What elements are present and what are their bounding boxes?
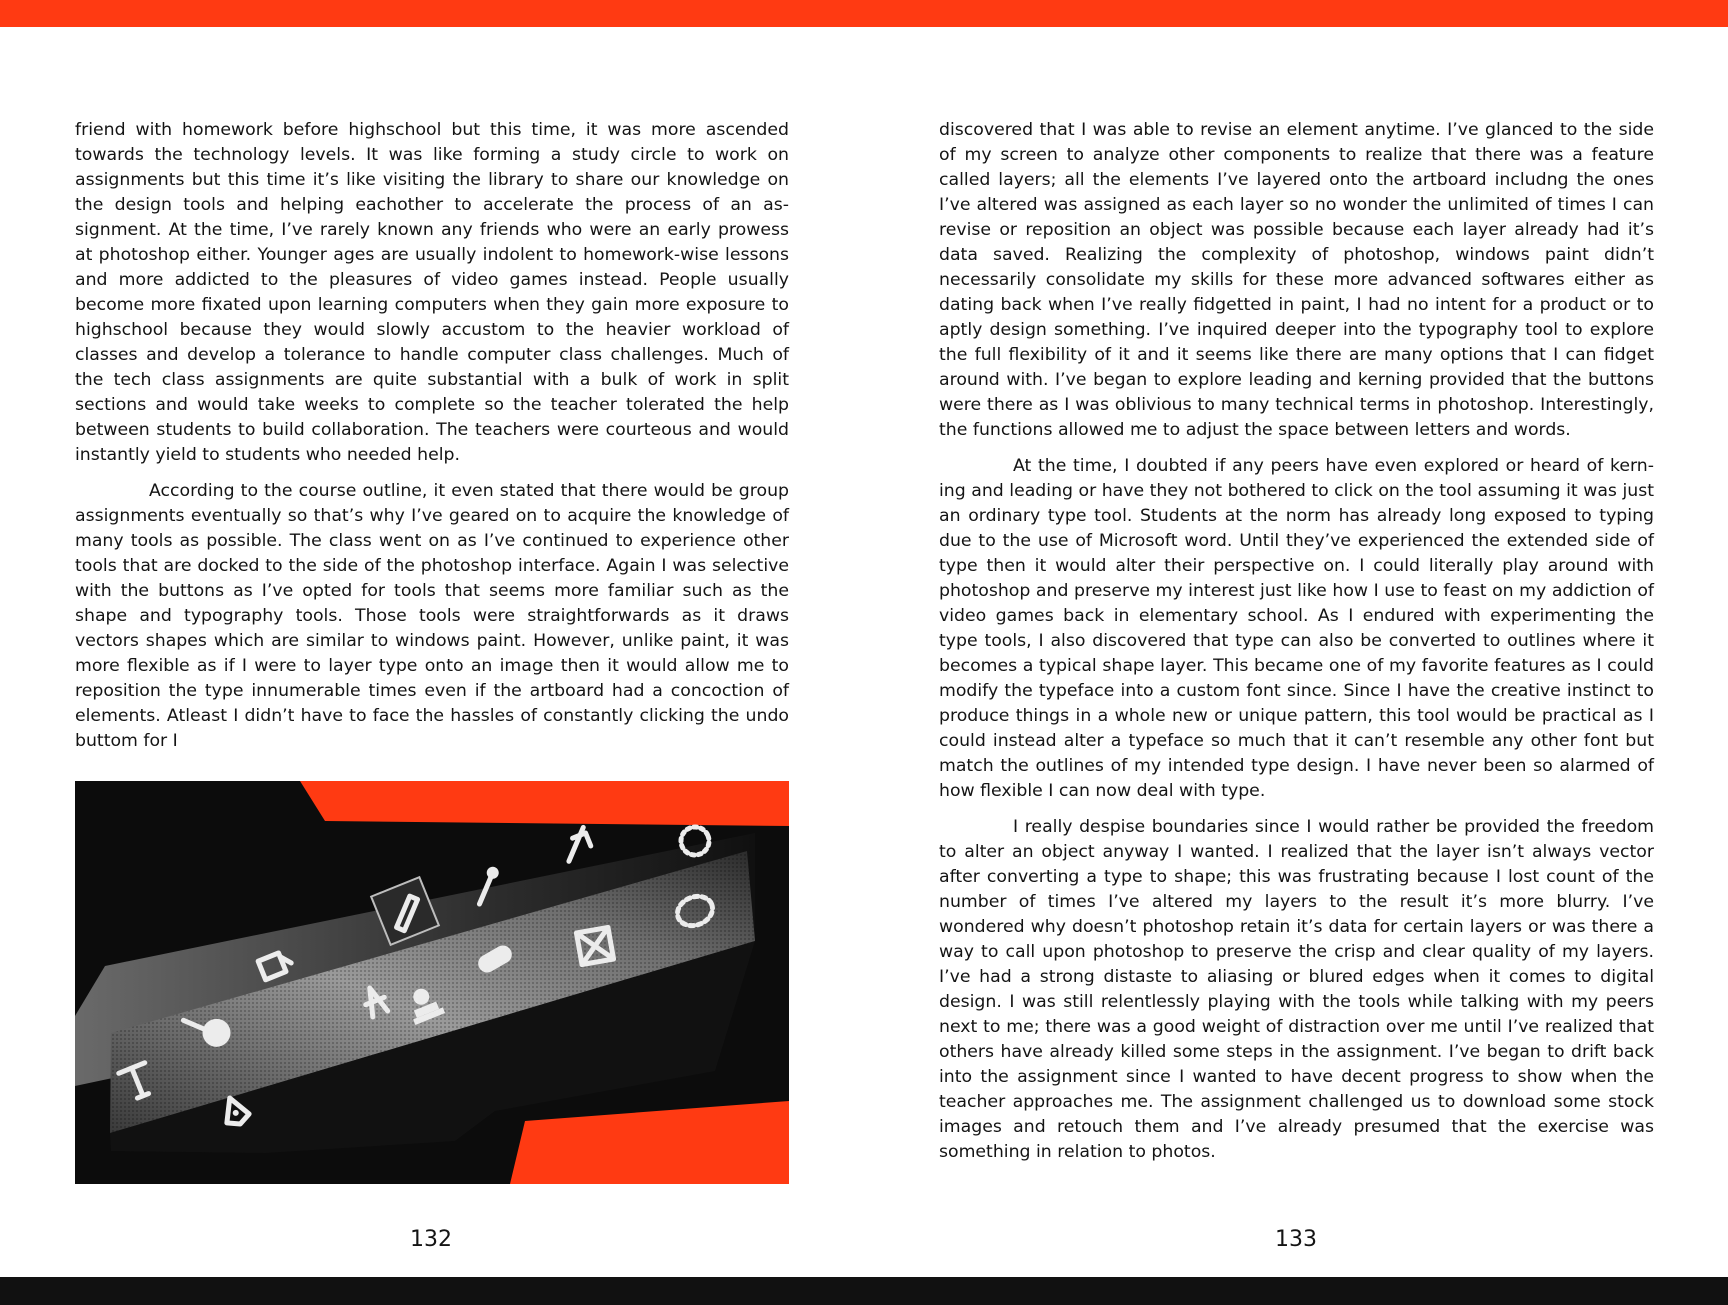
right-paragraph-3: I really despise boundaries since I would rather be provided the freedom to alter an object anyway I wanted. I realized that the layer isn’t always vector after converting a type to shape; this was frustrating because I lost count of the number of times I’ve altered my layers to the result it’s more blurry. I’ve wondered why doesn’t photoshop retain it’s data for certain layers or was there a way to call upon photoshop to preserve the crisp and clear quality of my layers. I’ve had a strong distaste to aliasing or blured edges when it comes to digital design. I was still relentlessly playing with the tools while talking with my peers next to me; there was a good weight of distraction over me until I’ve realized that others have already killed some steps in the assignment. I’ve began to drift back into the assignment since I wanted to have decent progress to show when the teacher approaches me. The assignment challenged us to download some stock images and retouch them and I’ve already presumed that the exercise was something in relation to photos. (939, 817, 1654, 1162)
bottom-bar (0, 1277, 1728, 1305)
left-page-number: 132 (410, 1227, 452, 1252)
left-paragraph-2: According to the course outline, it even stated that there would be group assignments eventually so that’s why I’ve geared on to acquire the knowledge of many tools as possible. The class went on as I’ve continued to experience other tools that are docked to the side of the photoshop interface. Again I was selective with the buttons as I’ve opted for tools that seems more familiar such as the shape and typography tools. Those tools were straightforwards as it draws vectors shapes which are similar to windows paint. However, unlike paint, it was more flexible as if I were to layer type onto an image then it would allow me to reposition the type innumerable times even if the artboard had a concoction of elements. Atleast I didn’t have to face the hassles of constantly clicking the undo buttom for I (75, 481, 789, 751)
left-paragraph-1: friend with homework before highschool but this time, it was more ascended towards the technology levels. It was like forming a study circle to work on assignments but this time it’s like visiting the library to share our knowledge on the design tools and helping eachother to accelerate the process of an assignment. At the time, I’ve rarely known any friends who were an early prowess at photoshop either. Younger ages are usually indolent to homework-wise lessons and more addicted to the pleasures of video games instead. People usually become more fixated upon learning computers when they gain more exposure to highschool because they would slowly accustom to the heavier workload of classes and develop a tolerance to handle computer class challenges. Much of the tech class assignments are quite substantial with a bulk of work in split sections and would take weeks to complete so the teacher tolerated the help between students to build collaboration. The teachers were courteous and would instantly yield to students who needed help. (75, 120, 789, 465)
right-page-body (939, 118, 1654, 1176)
right-paragraph-2: At the time, I doubted if any peers have even explored or heard of kerning and leading or have they not bothered to click on the tool assuming it was just an ordinary type tool. Students at the norm has already long exposed to typing due to the use of Microsoft word. Until they’ve experienced the extended side of type then it would alter their perspective on. I could literally play around with photoshop and preserve my interest just like how I use to feast on my addiction of video games back in elementary school. As I endured with experimenting the type tools, I also discovered that type can also be converted to outlines where it becomes a typical shape layer. This became one of my favorite features as I could modify the typeface into a custom font since. Since I have the creative instinct to produce things in a whole new or unique pattern, this tool would be practical as I could instead alter a typeface so much that it can’t resemble any other font but match the outlines of my intended type design. I have never been so alarmed of how flexible I can now deal with type. (939, 456, 1654, 801)
right-paragraph-1: discovered that I was able to revise an element anytime. I’ve glanced to the side of my screen to analyze other components to realize that there was a feature called layers; all the elements I’ve layered onto the artboard includng the ones I’ve altered was assigned as each layer so no wonder the unlimited of times I can revise or reposition an object was possible because each layer already had it’s data saved. Realizing the complexity of photoshop, windows paint didn’t necessarily consolidate my skills for these more advanced softwares either as dating back when I’ve really fidgetted in paint, I had no intent for a product or to aptly design something. I’ve inquired deeper into the typography tool to explore the full flexibility of it and it seems like there are many options that I can fidget around with. I’ve began to explore leading and kerning provided that the buttons were there as I was oblivious to many technical terms in photoshop. Interestingly, the functions allowed me to adjust the space between letters and words. (939, 120, 1654, 440)
left-page-body (75, 118, 789, 765)
top-accent-bar (0, 0, 1728, 27)
right-page-number: 133 (1275, 1227, 1317, 1252)
photoshop-toolbar-photo (75, 781, 789, 1184)
